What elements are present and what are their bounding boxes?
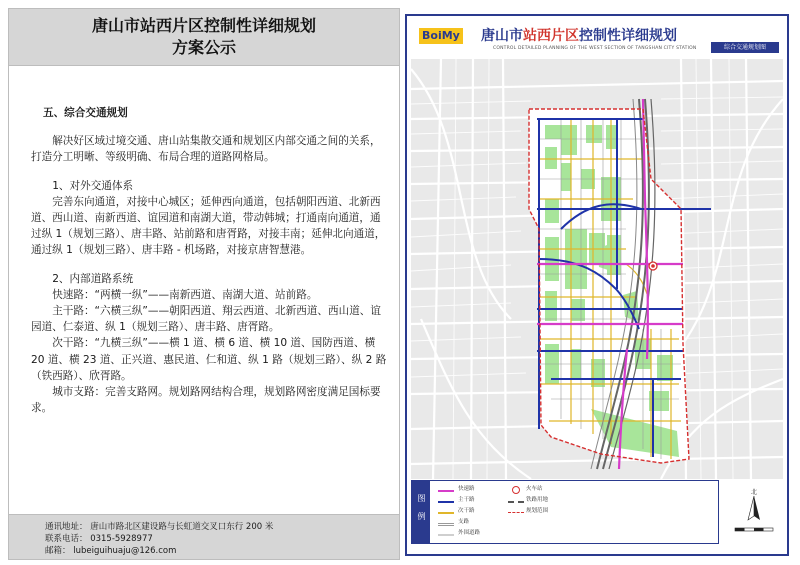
contact-address: 通讯地址： 唐山市路北区建设路与长虹道交叉口东行 200 米 — [45, 522, 274, 532]
north-label: 北 — [750, 489, 758, 496]
legend-swatch-boundary — [508, 512, 524, 513]
contact-email: 邮箱： lubeiguihuaju@126.com — [45, 546, 177, 556]
page-title: 唐山市站西片区控制性详细规划 — [91, 16, 316, 35]
contact-phone: 联系电话： 0315-5928977 — [45, 534, 153, 544]
legend-external: 外围道路 — [458, 530, 481, 536]
legend-swatch-arterial — [438, 501, 454, 503]
brand-logo: BoiMy — [419, 28, 463, 44]
paragraph-external-heading: 1、对外交通体系 — [52, 179, 134, 192]
map-header — [407, 16, 787, 58]
paragraph-secondary: 次干路：“九横三纵”——横 1 道、横 6 道、横 10 道、国防西道、横 20 道、横 23 道、正兴道、惠民道、仁和道、纵 1 路（规划三路）、纵 2 路（铁西路）、欣胥路。 — [31, 337, 387, 382]
contact-footer — [9, 514, 399, 559]
paragraph-intro: 解决好区域过境交通、唐山站集散交通和规划区内部交通之间的关系，打造分工明晰、等级明确、布局合理的道路网格局。 — [31, 135, 381, 164]
legend-swatch-external — [438, 534, 454, 536]
map-title-plan: 控制性详细规划 — [579, 28, 677, 44]
paragraph-branch: 城市支路：完善支路网。规划路网结构合理，规划路网密度满足国标要求。 — [31, 386, 381, 415]
paragraph-internal-heading: 2、内部道路系统 — [52, 272, 134, 285]
paragraph-arterial: 主干路：“六横三纵”——朝阳西道、翔云西道、北新西道、西山道、谊园道、仁泰道、纵 1（规划三路）、唐丰路、唐胥路。 — [31, 305, 381, 334]
legend-swatch-expressway — [438, 490, 454, 492]
legend-boundary: 规划范围 — [526, 508, 549, 514]
announcement-panel — [8, 8, 400, 560]
document-body — [31, 105, 387, 416]
legend-expressway: 快速路 — [458, 486, 475, 492]
legend-swatch-branch — [438, 523, 454, 526]
paragraph-external-body: 完善东向通道，对接中心城区；延伸西向通道，包括朝阳西道、北新西道、西山道、南新西道、谊园道和南湖大道，带动韩城；打通南向通道，通过纵 1（规划三路）、唐丰路、站前路和唐胥路，对接丰南；延伸北向通道，通过纵 1（规划三路）、唐丰路 - 机场路，对接京唐智慧港。 — [31, 195, 386, 257]
map-subtitle: CONTROL DETAILED PLANNING OF THE WEST SECTION OF TANGSHAN CITY STATION — [493, 46, 697, 51]
legend-rail-land: 铁路用地 — [526, 497, 549, 503]
map-title — [481, 26, 677, 46]
legend-secondary: 次干路 — [458, 508, 475, 514]
traffic-plan-map-panel — [405, 14, 789, 556]
map-legend — [411, 480, 719, 544]
legend-label-text: 图例 — [417, 494, 426, 530]
paragraph-expressway: 快速路：“两横一纵”——南新西道、南湖大道、站前路。 — [52, 288, 318, 301]
legend-swatch-rail — [508, 501, 524, 503]
legend-station: 火车站 — [526, 486, 543, 492]
section-heading: 五、综合交通规划 — [43, 107, 128, 119]
map-title-area: 站西片区 — [523, 28, 579, 44]
page-subtitle: 方案公示 — [171, 38, 236, 57]
road-network-map — [411, 59, 783, 479]
legend-label — [412, 481, 430, 543]
map-title-city: 唐山市 — [481, 28, 523, 44]
station-legend-icon — [512, 486, 520, 494]
map-type-tag: 综合交通规划图 — [711, 42, 779, 53]
north-arrow-scale — [729, 486, 779, 540]
legend-arterial: 主干路 — [458, 497, 475, 503]
legend-swatch-secondary — [438, 512, 454, 514]
railway-station-marker — [649, 262, 657, 270]
legend-branch: 支路 — [458, 519, 470, 525]
title-bar — [9, 9, 399, 66]
